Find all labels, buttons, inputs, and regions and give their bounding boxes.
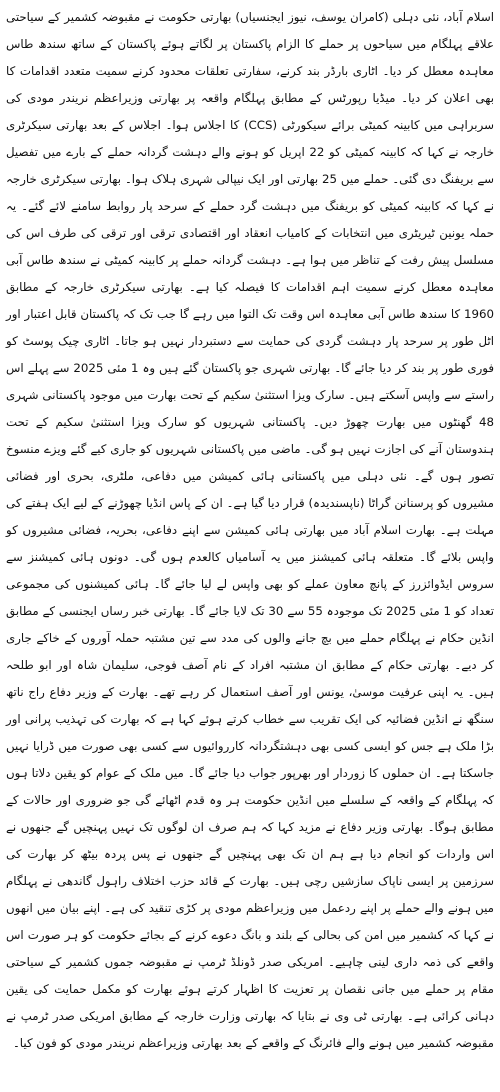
article-body-text: اسلام آباد، نئی دہلی (کامران یوسف، نیوز ایجنسیاں) بھارتی حکومت نے مقبوضہ کشمیر کے سیاحتی علاقے پہلگام میں سیاحوں پر حملے کا الزام پاکستان پر لگاتے ہوئے پاکستان کے ساتھ سندھ طاس معاہدہ معطل کر دیا۔ اٹاری بارڈر بند کرنے، سفارتی تعلقات محدود کرنے سمیت متعدد اقدامات کا بھی اعلان کر دیا۔ میڈیا رپورٹس کے مطابق پہلگام واقعہ پر بھارتی وزیراعظم نریندر مودی کی سربراہی میں کابینہ کمیٹی برائے سیکورٹی (CCS) کا اجلاس ہوا۔ اجلاس کے بعد بھارتی سیکرٹری خارجہ نے کہا کہ کابینہ کمیٹی کو 22 اپریل کو ہونے والے دہشت گردانہ حملے کے بارے میں تفصیل سے بریفنگ دی گئی۔ حملے میں 25 بھارتی اور ایک نیپالی شہری ہلاک ہوا۔ بھارتی سیکرٹری خارجہ نے کہا کہ کابینہ کمیٹی کو بریفنگ میں دہشت گرد حملے کے سرحد پار روابط سامنے لائے گئے۔ یہ حملہ یونین ٹیریٹری میں انتخابات کے کامیاب انعقاد اور اقتصادی ترقی اور ترقی کی طرف اس کی مسلسل پیش رفت کے تناظر میں ہوا ہے۔ دہشت گردانہ حملے پر کابینہ کمیٹی نے سندھ طاس آبی معاہدہ معطل کرنے سمیت اہم اقدامات کا فیصلہ کیا ہے۔ بھارتی سیکرٹری خارجہ کے مطابق 1960 کا سندھ طاس آبی معاہدہ اس وقت تک التوا میں رہے گا جب تک کہ پاکستان قابل اعتبار اور اٹل طور پر سرحد پار دہشت گردی کی حمایت سے دستبردار نہیں ہو جاتا۔ اٹاری چیک پوسٹ کو فوری طور پر بند کر دیا جائے گا۔ بھارتی شہری جو پاکستان گئے ہیں وہ 1 مئی 2025 سے پہلے اس راستے سے واپس آسکتے ہیں۔ سارک ویزا استثنیٰ سکیم کے تحت بھارت میں موجود پاکستانی شہری 48 گھنٹوں میں بھارت چھوڑ دیں۔ پاکستانی شہریوں کو سارک ویزا استثنیٰ سکیم کے تحت ہندوستان آنے کی اجازت نہیں ہو گی۔ ماضی میں پاکستانی شہریوں کو جاری کیے گئے ویزے منسوخ تصور ہوں گے۔ نئی دہلی میں پاکستانی ہائی کمیشن میں دفاعی، ملٹری، بحری اور فضائی مشیروں کو پرسنانن گراٹا (ناپسندیدہ) قرار دیا گیا ہے۔ ان کے پاس انڈیا چھوڑنے کے لیے ایک ہفتے کی مہلت ہے۔ بھارت اسلام آباد میں بھارتی ہائی کمیشن سے اپنے دفاعی، بحریہ، فضائی مشیروں کو واپس بلائے گا۔ متعلقہ ہائی کمیشنز میں یہ آسامیاں کالعدم ہوں گی۔ دونوں ہائی کمیشنز سے سروس ایڈوائزرز کے پانچ معاون عملے کو بھی واپس لے لیا جائے گا۔ ہائی کمیشنوں کی مجموعی تعداد کو 1 مئی 2025 تک موجودہ 55 سے 30 تک لایا جائے گا۔ بھارتی خبر رساں ایجنسی کے مطابق انڈین حکام نے پہلگام حملے میں بچ جانے والوں کی مدد سے تین مشتبہ حملہ آوروں کے خاکے جاری کر دیے۔ بھارتی حکام کے مطابق ان مشتبہ افراد کے نام آصف فوجی، سلیمان شاہ اور ابو طلحہ ہیں۔ یہ اپنی عرفیت موسیٰ، یونس اور آصف استعمال کر رہے تھے۔ بھارت کے وزیر دفاع راج ناتھ سنگھ نے انڈین فضائیہ کی ایک تقریب سے خطاب کرتے ہوئے کہا ہے کہ بھارت کی تہذیب پرانی اور بڑا ملک ہے جس کو ایسی کسی بھی دہشتگردانہ کارروائیوں سے کسی بھی صورت میں ڈرایا نہیں جاسکتا ہے۔ ان حملوں کا زوردار اور بھرپور جواب دیا جائے گا۔ میں ملک کے عوام کو یقین دلاتا ہوں کہ پہلگام کے واقعہ کے سلسلے میں انڈین حکومت ہر وہ قدم اٹھائے گی جو ضروری اور حالات کے مطابق ہوگا۔ بھارتی وزیر دفاع نے مزید کہا کہ ہم صرف ان لوگوں تک نہیں پہنچیں گے جنھوں نے اس واردات کو انجام دیا ہے ہم ان تک بھی پہنچیں گے جنھوں نے پس پردہ بیٹھ کر بھارت کی سرزمین پر ایسی ناپاک سازشیں رچی ہیں۔ بھارت کے قائد حزب اختلاف راہول گاندھی نے پہلگام میں ہونے والے حملے پر اپنے ردعمل میں وزیراعظم مودی پر کڑی تنقید کی ہے۔ اپنے بیان میں انھوں نے کہا کہ کشمیر میں امن کی بحالی کے بلند و بانگ دعوے کرنے کے بجائے حکومت کو ہر صورت اس واقعے کی ذمہ داری لینی چاہیے۔ امریکی صدر ڈونلڈ ٹرمپ نے مقبوضہ جموں کشمیر کے سیاحتی مقام پر حملے میں جانی نقصان پر تعزیت کا اظہار کرتے ہوئے بھارت کو مکمل حمایت کی یقین دہانی کرائی ہے۔ بھارتی ٹی وی نے بتایا کہ بھارتی وزارت خارجہ کے مطابق امریکی صدر ٹرمپ نے مقبوضہ کشمیر میں ہونے والے فائرنگ کے واقعے کے بعد بھارتی وزیراعظم نریندر مودی کو فون کیا۔ — [6, 10, 494, 1050]
